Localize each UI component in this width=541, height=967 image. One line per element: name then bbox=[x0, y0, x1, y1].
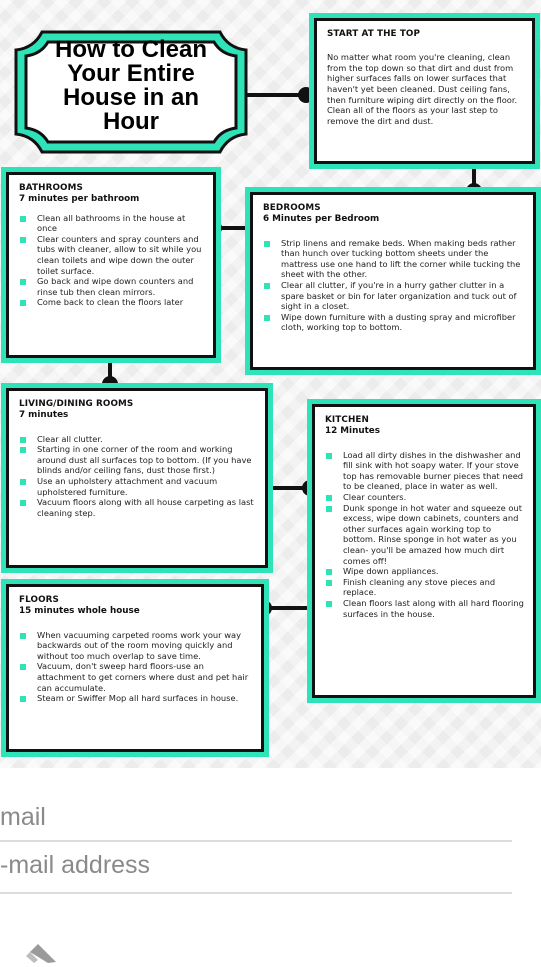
list-item: Clean all bathrooms in the house at once bbox=[19, 213, 205, 234]
title-badge bbox=[14, 30, 248, 154]
list-item: Steam or Swiffer Mop all hard surfaces in house. bbox=[19, 693, 253, 704]
card-heading: LIVING/DINING ROOMS bbox=[19, 399, 134, 409]
list-item: Clear all clutter. bbox=[19, 434, 257, 445]
list-item: Starting in one corner of the room and working around dust all surfaces top to bottom. (If you have blinds and/or ceiling fans, dust those first.) bbox=[19, 444, 257, 476]
list-item: Vacuum, don't sweep hard floors-use an attachment to get corners where dust and pet hair can accumulate. bbox=[19, 661, 253, 693]
list-item: Finish cleaning any stove pieces and replace. bbox=[325, 577, 525, 598]
card-heading: BEDROOMS bbox=[263, 203, 321, 213]
card-subheading: 6 Minutes per Bedroom bbox=[263, 214, 380, 225]
card-subheading: 7 minutes per bathroom bbox=[19, 194, 140, 205]
list-item: Vacuum floors along with all house carpeting as last cleaning step. bbox=[19, 497, 257, 518]
list-item: Strip linens and remake beds. When making beds rather than hunch over tucking bottom sheets under the mattress use one hand to lift the corner while tucking the sheet with the other. bbox=[263, 238, 525, 280]
card-subheading: 7 minutes bbox=[19, 410, 69, 421]
card-heading: FLOORS bbox=[19, 595, 59, 605]
card-subheading: 15 minutes whole house bbox=[19, 606, 140, 617]
card-heading: START AT THE TOP bbox=[327, 29, 421, 39]
list-item: Wipe down furniture with a dusting spray and microfiber cloth, working top to bottom. bbox=[263, 312, 525, 333]
card-floors bbox=[6, 584, 264, 752]
list-item: Use an upholstery attachment and vacuum upholstered furniture. bbox=[19, 476, 257, 497]
email-label-divider bbox=[0, 840, 512, 842]
list-item: Clear counters. bbox=[325, 492, 525, 503]
list-item: When vacuuming carpeted rooms work your way backwards out of the room moving quickly and without too much overlap to save time. bbox=[19, 630, 253, 662]
infographic-title: How to Clean Your Entire House in an Hour bbox=[54, 36, 207, 135]
living-list bbox=[19, 434, 257, 519]
card-subheading: 12 Minutes bbox=[325, 426, 381, 437]
list-item: Wipe down appliances. bbox=[325, 566, 525, 577]
floors-list bbox=[19, 630, 253, 704]
email-input-underline bbox=[0, 892, 512, 894]
list-item: Clear all clutter, if you're in a hurry gather clutter in a spare basket or bin for later organization and tuck out of sight in a closet. bbox=[263, 280, 525, 312]
connector-dot bbox=[298, 87, 314, 103]
kitchen-list bbox=[325, 450, 525, 620]
card-kitchen bbox=[312, 404, 536, 698]
list-item: Go back and wipe down counters and rinse tub then clean mirrors. bbox=[19, 276, 205, 297]
list-item: Clean floors last along with all hard flooring surfaces in the house. bbox=[325, 598, 525, 619]
email-address-input[interactable]: -mail address bbox=[0, 851, 151, 879]
bedrooms-list bbox=[263, 238, 525, 333]
card-heading: KITCHEN bbox=[325, 415, 369, 425]
list-item: Come back to clean the floors later bbox=[19, 297, 205, 308]
card-start-at-the-top bbox=[314, 18, 535, 164]
list-item: Clear counters and spray counters and tubs with cleaner, allow to sit while you clean toilets and wipe down the outer toilet surface. bbox=[19, 234, 205, 276]
pencil-icon[interactable] bbox=[26, 940, 66, 963]
list-item: Dunk sponge in hot water and squeeze out excess, wipe down cabinets, counters and other surfaces again working top to bottom. Rinse sponge in hot water as you clean- you'll be amazed how much dirt comes off! bbox=[325, 503, 525, 567]
card-bathrooms bbox=[6, 172, 216, 358]
list-item: Load all dirty dishes in the dishwasher and fill sink with hot soapy water. If your stove top has removable burner pieces that need to be cleaned, place in water as well. bbox=[325, 450, 525, 492]
card-bedrooms bbox=[250, 192, 536, 370]
card-heading: BATHROOMS bbox=[19, 183, 83, 193]
card-living-dining-rooms bbox=[6, 388, 268, 568]
bathrooms-list bbox=[19, 213, 205, 308]
email-label: mail bbox=[0, 803, 46, 831]
card-body: No matter what room you're cleaning, clean from the top down so that dirt and dust from higher surfaces falls on lower surfaces that haven't yet been cleaned. Dust ceiling fans, then furniture wiping dirt directly on the floor. Clean all of the floors as your last step to remove the dirt and dust. bbox=[327, 52, 518, 126]
pencil-icon-glyph bbox=[26, 940, 66, 963]
